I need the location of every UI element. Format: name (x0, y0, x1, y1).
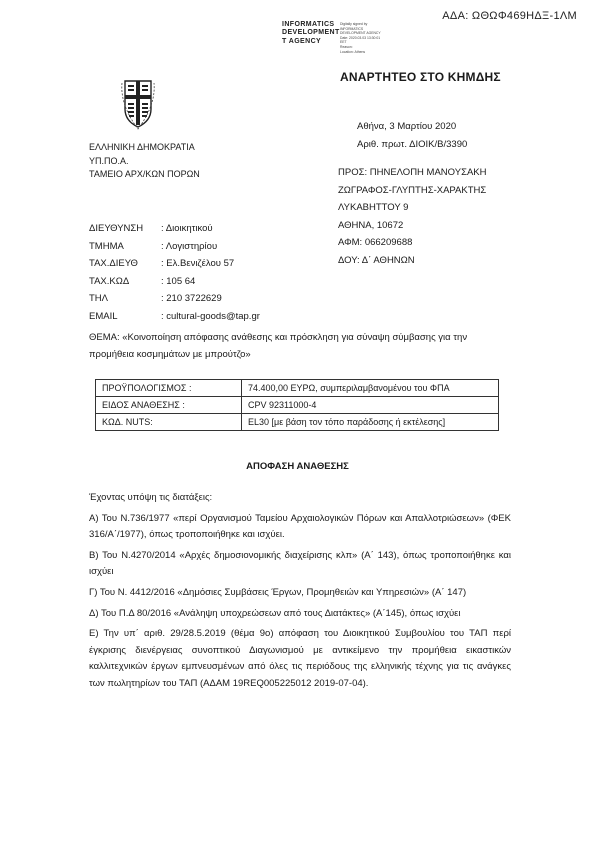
paragraph: Β) Του Ν.4270/2014 «Αρχές δημοσιονομικής διαχείρισης κλπ» (Α΄ 143), όπως τροποποιήθηκε και ισχύει (89, 549, 511, 578)
contact-label: ΔΙΕΥΘΥΝΣΗ (89, 223, 144, 234)
protocol-number: Αριθ. πρωτ. ΔΙΟΙΚ/Β/3390 (357, 139, 468, 150)
issuer-line: ΥΠ.ΠΟ.Α. (89, 155, 129, 166)
contact-label: ΤΑΧ.ΔΙΕΥΘ (89, 258, 138, 269)
table-cell-label: ΠΡΟΫΠΟΛΟΓΙΣΜΟΣ : (96, 380, 242, 397)
recipient-line: ΑΘΗΝΑ, 10672 (338, 219, 404, 231)
contact-details (89, 220, 260, 325)
contact-email-link[interactable]: : cultural-goods@tap.gr (161, 310, 260, 322)
table-row (96, 380, 499, 397)
paragraph: Γ) Του Ν. 4412/2016 «Δημόσιες Συμβάσεις Έργων, Προμηθειών και Υπηρεσιών» (Α΄ 147) (89, 586, 467, 598)
contact-label: ΤΜΗΜΑ (89, 240, 124, 252)
issuer-line: ΕΛΛΗΝΙΚΗ ΔΗΜΟΚΡΑΤΙΑ (89, 142, 195, 152)
document-date: Αθήνα, 3 Μαρτίου 2020 (357, 121, 457, 132)
stamp-line: INFORMATICS (282, 21, 335, 28)
contact-label: EMAIL (89, 310, 118, 322)
date-block (357, 118, 467, 154)
contact-label: ΤΑΧ.ΚΩΔ (89, 275, 130, 287)
contact-row (89, 273, 260, 291)
contact-value: : Διοικητικού (161, 223, 213, 234)
table-cell-label: ΚΩΔ. NUTS: (96, 414, 242, 431)
table-row (96, 414, 499, 431)
contact-label: ΤΗΛ (89, 293, 109, 304)
ada-code: ΑΔΑ: ΩΘΩΦ469ΗΔΞ-1ΛΜ (442, 10, 577, 22)
recipient-line: ΑΦΜ: 066209688 (338, 237, 413, 248)
contact-value: : 210 3722629 (161, 293, 222, 304)
stamp-line: T AGENCY (282, 37, 322, 45)
paragraph: Ε) Την υπ΄ αριθ. 29/28.5.2019 (θέμα 9ο) απόφαση του Διοικητικού Συμβουλίου του ΤΑΠ περί έγκρισης διενέργειας συνοπτικού Διαγωνισμού με αντικείμενο την προμήθεια εικαστικών καλλιτεχνικών έργων εμπνευσμένων από όλες τις περιόδους της ελληνικής τέχνης για τις ανάγκες των πωλητηρίων του ΤΑΠ (ΑΔΑΜ 19REQ005225012 2019-07-04). (89, 628, 511, 689)
paragraph: Α) Του Ν.736/1977 «περί Οργανισμού Ταμείου Αρχαιολογικών Πόρων και Απαλλοτριώσεων» (ΦΕΚ 316/Α΄/1977), όπως τροποποιήθηκε και ισχύει. (89, 512, 511, 541)
contact-row (89, 308, 260, 326)
contact-value: : Ελ.Βενιζέλου 57 (161, 258, 235, 269)
recipient-line: ΔΟΥ: Δ΄ ΑΘΗΝΩΝ (338, 254, 415, 266)
contact-row (89, 220, 260, 238)
body-text (89, 490, 511, 697)
digital-signature-stamp (282, 21, 452, 61)
paragraph: Έχοντας υπόψη τις διατάξεις: (89, 492, 213, 503)
paragraph: Δ) Του Π.Δ 80/2016 «Ανάληψη υποχρεώσεων από τους Διατάκτες» (Α΄145), όπως ισχύει (89, 607, 461, 619)
table-row (96, 397, 499, 414)
posting-title: ΑΝΑΡΤΗΤΕΟ ΣΤΟ ΚΗΜΔΗΣ (340, 70, 501, 84)
contact-row (89, 255, 260, 273)
table-cell-value: 74.400,00 ΕΥΡΩ, συμπεριλαμβανομένου του ΦΠΑ (242, 380, 499, 397)
coat-of-arms-icon (119, 75, 157, 131)
table-cell-label: ΕΙΔΟΣ ΑΝΑΘΕΣΗΣ : (96, 397, 242, 414)
contact-value: : 105 64 (161, 275, 196, 287)
recipient-line: ΠΡΟΣ: ΠΗΝΕΛΟΠΗ ΜΑΝΟΥΣΑΚΗ (338, 167, 487, 178)
table-cell-value: CPV 92311000-4 (242, 397, 499, 414)
procurement-info-table (95, 379, 499, 431)
contact-row (89, 238, 260, 256)
recipient-line: ΖΩΓΡΑΦΟΣ-ΓΛΥΠΤΗΣ-ΧΑΡΑΚΤΗΣ (338, 184, 487, 196)
contact-row (89, 290, 260, 308)
stamp-line: DEVELOPMENT (282, 29, 340, 37)
recipient-line: ΛΥΚΑΒΗΤΤΟΥ 9 (338, 202, 409, 213)
stamp-details: Digitally signed by INFORMATICS DEVELOPMENT AGENCY Date: 2020.03.03 13:30:01 EET Reason: Location: Athens (340, 22, 381, 54)
contact-value: : Λογιστηρίου (161, 240, 218, 252)
subject-line: ΘΕΜΑ: «Κοινοποίηση απόφασης ανάθεσης και πρόσκληση για σύναψη σύμβασης για την προμήθεια κοσμημάτων με μπρούτζο» (89, 332, 468, 360)
issuer-block (89, 141, 200, 182)
recipient-block (338, 164, 487, 269)
table-cell-value: EL30 [με βάση τον τόπο παράδοσης ή εκτέλεσης] (242, 414, 499, 431)
decision-heading: ΑΠΟΦΑΣΗ ΑΝΑΘΕΣΗΣ (246, 461, 349, 472)
issuer-line: ΤΑΜΕΙΟ ΑΡΧ/ΚΩΝ ΠΟΡΩΝ (89, 169, 200, 179)
